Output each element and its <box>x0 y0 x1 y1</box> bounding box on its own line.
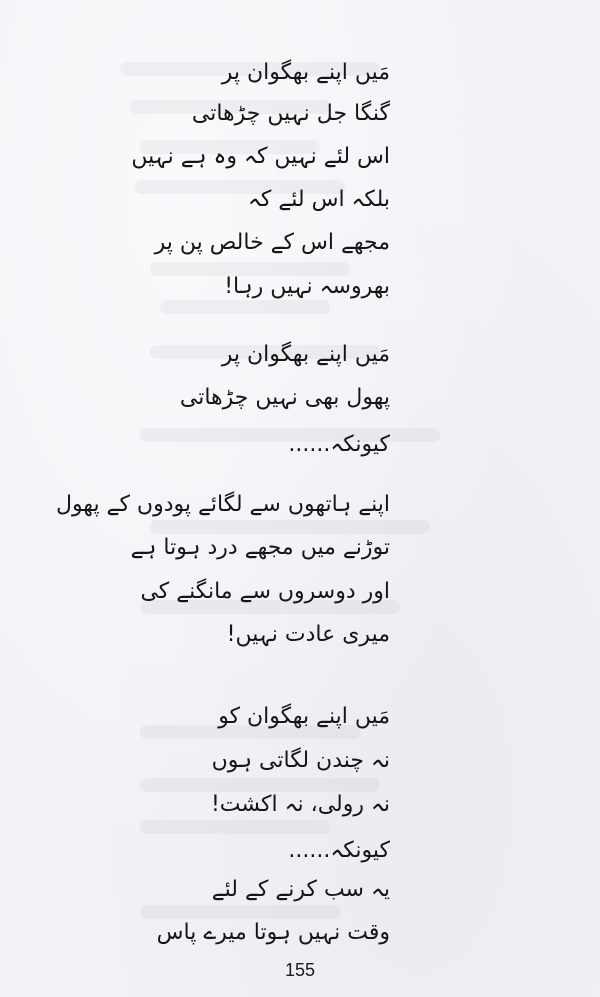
poem-line: نہ رولی، نہ اکشت! <box>210 792 390 817</box>
poem-line: وقت نہیں ہوتا میرے پاس <box>156 920 390 945</box>
poem-line: یہ سب کرنے کے لئے <box>211 877 390 902</box>
poem-line: توڑنے میں مجھے درد ہوتا ہے <box>130 535 390 560</box>
poem-line: گنگا جل نہیں چڑھاتی <box>191 101 390 126</box>
poem-line: نہ چندن لگاتی ہوں <box>211 748 390 773</box>
poem-line: میری عادت نہیں! <box>226 622 390 647</box>
poem-line: مَیں اپنے بھگوان کو <box>218 704 390 729</box>
poem-line: بلکہ اس لئے کہ <box>248 187 390 212</box>
poem-line: کیونکہ...... <box>288 432 390 457</box>
poem-line: مجھے اس کے خالص پن پر <box>154 230 390 255</box>
poem-line: پھول بھی نہیں چڑھاتی <box>179 385 390 410</box>
poem-line: مَیں اپنے بھگوان پر <box>221 60 390 85</box>
page-number: 155 <box>284 960 316 980</box>
poem-line: مَیں اپنے بھگوان پر <box>221 342 390 367</box>
poem-line: اس لئے نہیں کہ وہ ہے نہیں <box>131 144 390 169</box>
poem-line: بھروسہ نہیں رہا! <box>224 274 390 299</box>
poem-line: اور دوسروں سے مانگنے کی <box>140 579 390 604</box>
poem-line: کیونکہ...... <box>288 838 390 863</box>
poem-line: اپنے ہاتھوں سے لگائے پودوں کے پھول <box>55 492 390 517</box>
